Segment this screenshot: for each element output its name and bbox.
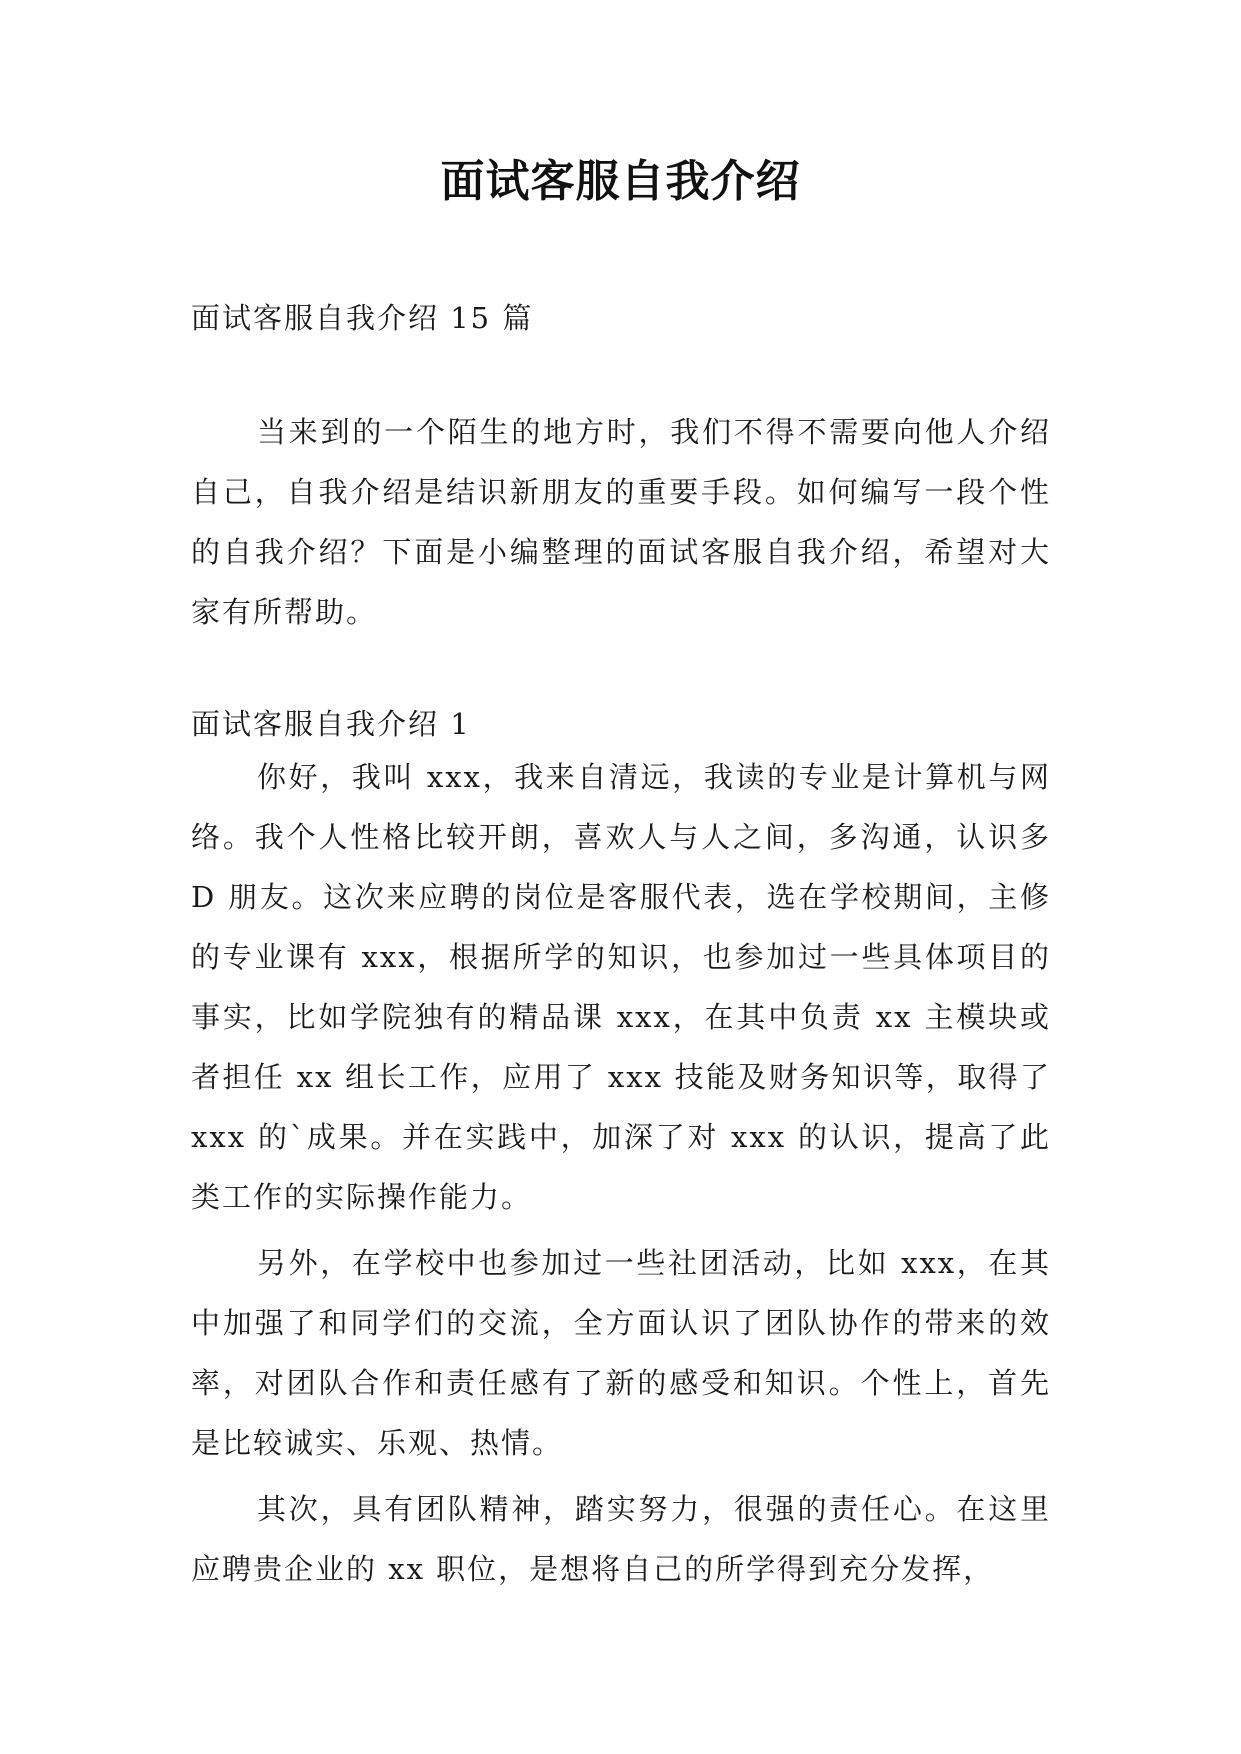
document-title: 面试客服自我介绍 <box>440 156 801 207</box>
body-paragraph-2: 另外，在学校中也参加过一些社团活动，比如 xxx，在其中加强了和同学们的交流，全方面认识了团队协作的带来的效率，对团队合作和责任感有了新的感受和知识。个性上，首先是比较诚实、乐观、热情。 <box>191 1246 1051 1460</box>
section-body <box>191 747 1051 1605</box>
document-subtitle: 面试客服自我介绍 15 篇 <box>191 301 534 335</box>
body-paragraph-3: 其次，具有团队精神，踏实努力，很强的责任心。在这里应聘贵企业的 xx 职位，是想将自己的所学得到充分发挥， <box>191 1492 1051 1586</box>
intro-paragraph: 当来到的一个陌生的地方时，我们不得不需要向他人介绍自己，自我介绍是结识新朋友的重要手段。如何编写一段个性的自我介绍？下面是小编整理的面试客服自我介绍，希望对大家有所帮助。 <box>191 415 1051 629</box>
section-heading: 面试客服自我介绍 1 <box>191 707 471 741</box>
body-paragraph-1: 你好，我叫 xxx，我来自清远，我读的专业是计算机与网络。我个人性格比较开朗，喜欢人与人之间，多沟通，认识多 D 朋友。这次来应聘的岗位是客服代表，选在学校期间，主修的专业课有 xxx，根据所学的知识，也参加过一些具体项目的事实，比如学院独有的精品课 xxx，在其中负责 xx 主模块或者担任 xx 组长工作，应用了 xxx 技能及财务知识等，取得了 xxx 的`成果。并在实践中，加深了对 xxx 的认识，提高了此类工作的实际操作能力。 <box>191 760 1051 1214</box>
